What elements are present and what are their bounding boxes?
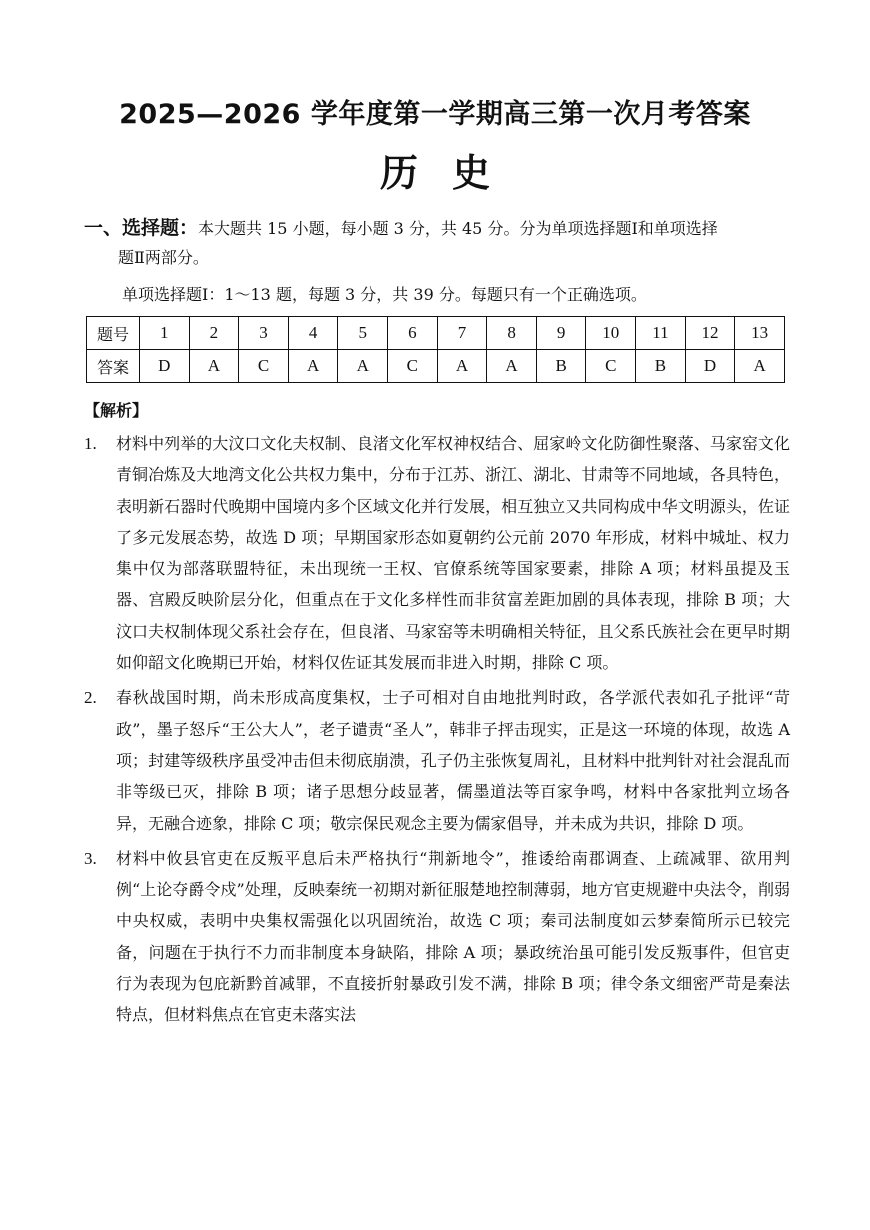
answer-cell: A — [487, 350, 537, 383]
explanation-heading: 【解析】 — [84, 401, 149, 420]
sub-instruction: 单项选择题Ⅰ：1～13 题，每题 3 分，共 39 分。每题只有一个正确选项。 — [122, 285, 647, 304]
answer-cell: A — [735, 350, 785, 383]
explanation-list — [84, 428, 790, 1035]
explanation-number: 1. — [84, 434, 97, 453]
answer-cell: B — [636, 350, 686, 383]
answer-cell: A — [338, 350, 388, 383]
answer-row — [87, 350, 785, 383]
question-number-cell: 9 — [536, 317, 586, 350]
explanation-item — [84, 428, 790, 678]
question-number-cell: 2 — [189, 317, 239, 350]
question-number-cell: 8 — [487, 317, 537, 350]
explanation-number: 2. — [84, 688, 97, 708]
section-number: 一、 — [84, 217, 123, 239]
question-number-cell: 13 — [735, 317, 785, 350]
row-label-answers: 答案 — [87, 350, 140, 383]
row-label-numbers: 题号 — [87, 317, 140, 350]
explanation-number: 3. — [84, 848, 97, 868]
question-number-cell: 4 — [288, 317, 338, 350]
answer-cell: A — [288, 350, 338, 383]
answer-cell: B — [536, 350, 586, 383]
answer-cell: D — [685, 350, 735, 383]
question-number-row — [87, 317, 785, 350]
answer-cell: D — [140, 350, 190, 383]
question-number-cell: 12 — [685, 317, 735, 350]
section-text-line2: 题Ⅱ两部分。 — [118, 248, 209, 267]
explanation-text: 春秋战国时期，尚未形成高度集权，士子可相对自由地批判时政，各学派代表如孔子批评“苛政”，墨子怒斥“王公大人”，老子谴责“圣人”，韩非子抨击现实，正是这一环境的体现，故选 A 项；封建等级秩序虽受冲击但未彻底崩溃，孔子仍主张恢复周礼，且材料中批判针对社会混乱而非等级已灭，排除 B 项；诸子思想分歧显著，儒墨道法等百家争鸣，材料中各家批判立场各异，无融合迹象，排除 C 项；敬宗保民观念主要为儒家倡导，并未成为共识，排除 D 项。 — [116, 688, 790, 833]
explanation-item — [84, 682, 790, 838]
section-text-line1: 本大题共 15 小题，每小题 3 分，共 45 分。分为单项选择题Ⅰ和单项选择 — [198, 219, 718, 238]
explanation-text: 材料中列举的大汶口文化夫权制、良渚文化军权神权结合、屈家岭文化防御性聚落、马家窑文化青铜冶炼及大地湾文化公共权力集中，分布于江苏、浙江、湖北、甘肃等不同地域，各具特色，表明新石器时代晚期中国境内多个区域文化并行发展，相互独立又共同构成中华文明源头，佐证了多元发展态势，故选 D 项；早期国家形态如夏朝约公元前 2070 年形成，材料中城址、权力集中仅为部落联盟特征，未出现统一王权、官僚系统等国家要素，排除 A 项；材料虽提及玉器、宫殿反映阶层分化，但重点在于文化多样性而非贫富差距加剧的具体表现，排除 B 项；大汶口夫权制体现父系社会存在，但良渚、马家窑等未明确相关特征，且父系氏族社会在更早时期如仰韶文化晚期已开始，材料仅佐证其发展而非进入时期，排除 C 项。 — [116, 434, 790, 673]
answer-cell: A — [189, 350, 239, 383]
section-label: 选择题： — [122, 217, 199, 239]
question-number-cell: 11 — [636, 317, 686, 350]
document-title: 2025—2026 学年度第一学期高三第一次月考答案 — [119, 99, 751, 130]
answer-cell: C — [388, 350, 438, 383]
question-number-cell: 5 — [338, 317, 388, 350]
question-number-cell: 7 — [437, 317, 487, 350]
explanation-text: 材料中攸县官吏在反叛平息后未严格执行“荆新地令”，推诿给南郡调查、上疏减罪、欲用判例“上论夺爵令戍”处理，反映秦统一初期对新征服楚地控制薄弱，地方官吏规避中央法令，削弱中央权威，表明中央集权需强化以巩固统治，故选 C 项；秦司法制度如云梦秦简所示已较完备，问题在于执行不力而非制度本身缺陷，排除 A 项；暴政统治虽可能引发反叛事件，但官吏行为表现为包庇新黔首减罪，不直接折射暴政引发不满，排除 B 项；律令条文细密严苛是秦法特点，但材料焦点在官吏未落实法 — [116, 848, 790, 1025]
explanation-item — [84, 843, 790, 1031]
answer-table — [86, 316, 785, 383]
answer-cell: A — [437, 350, 487, 383]
section-heading — [84, 214, 790, 272]
question-number-cell: 10 — [586, 317, 636, 350]
question-number-cell: 3 — [239, 317, 289, 350]
answer-cell: C — [586, 350, 636, 383]
question-number-cell: 1 — [140, 317, 190, 350]
subject-title: 历史 — [379, 151, 524, 195]
answer-cell: C — [239, 350, 289, 383]
question-number-cell: 6 — [388, 317, 438, 350]
